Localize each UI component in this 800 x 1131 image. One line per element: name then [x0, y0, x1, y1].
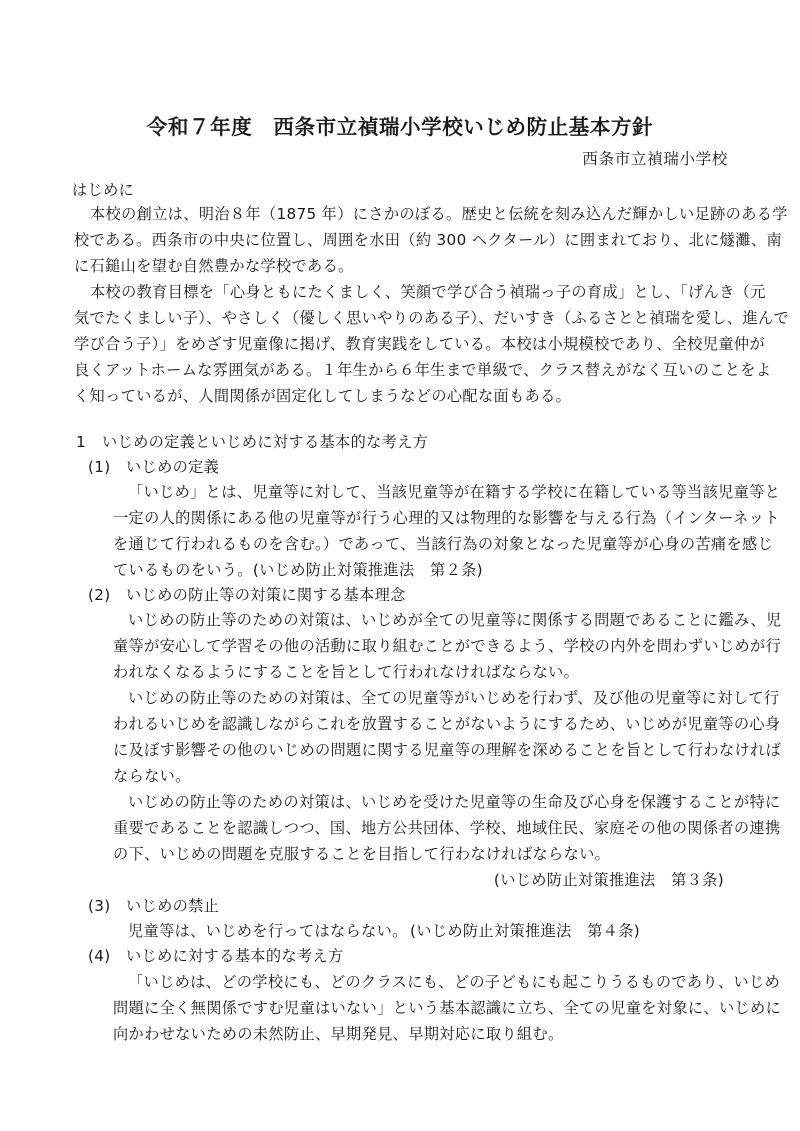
- basic-view-line-2: 問題に全く無関係ですむ児童はいない」という基本認識に立ち、全ての児童を対象に、いじめに: [113, 999, 782, 1017]
- subsection-3-title: いじめの禁止: [126, 897, 220, 915]
- subsection-2-heading: [88, 585, 406, 605]
- principle-p3-line-2: 重要であることを認識しつつ、国、地方公共団体、学校、地域住民、家庭その他の関係者の連携: [113, 819, 781, 837]
- section-1-title: いじめの定義といじめに対する基本的な考え方: [102, 433, 429, 451]
- principle-p3-line-1: いじめの防止等のための対策は、いじめを受けた児童等の生命及び心身を保護することが特に: [128, 793, 781, 811]
- basic-view-line-3: 向かわせないための未然防止、早期発見、早期対応に取り組む。: [113, 1025, 564, 1043]
- principle-p2-line-2: われるいじめを認識しながらこれを放置することがないようにするため、いじめが児童等の心身: [113, 715, 781, 733]
- intro-p2-line-1: 本校の教育目標を「心身ともにたくましく、笑顔で学び合う禎瑞っ子の育成」とし、「げんき（元: [90, 283, 766, 301]
- principle-p2-line-4: ならない。: [113, 767, 191, 785]
- principle-p2-line-3: に及ぼす影響その他のいじめの問題に関する児童等の理解を深めることを旨として行わなければ: [113, 741, 782, 759]
- intro-p2-line-5: く知っているが、人間関係が固定化してしまうなどの心配な面もある。: [74, 387, 572, 405]
- subsection-1-number: (1): [88, 458, 111, 476]
- section-1-number: 1: [76, 433, 87, 451]
- intro-heading: はじめに: [72, 181, 135, 199]
- subsection-4-heading: [88, 946, 344, 966]
- principle-p1-line-3: われなくなるようにすることを旨として行われなければならない。: [113, 663, 580, 681]
- school-name: 西条市立禎瑞小学校: [582, 150, 728, 168]
- subsection-4-number: (4): [88, 947, 111, 965]
- subsection-1-title: いじめの定義: [126, 458, 220, 476]
- subsection-2-number: (2): [88, 586, 111, 604]
- subsection-3-heading: [88, 896, 219, 916]
- subsection-2-title: いじめの防止等の対策に関する基本理念: [126, 586, 406, 604]
- principle-p3-line-3: の下、いじめの問題を克服することを目指して行わなければならない。: [113, 845, 611, 863]
- definition-line-3: を通じて行われるものを含む。）であって、当該行為の対象となった児童等が心身の苦痛を感じ: [113, 535, 774, 553]
- prohibition-citation: (いじめ防止対策推進法 第４条): [410, 922, 641, 940]
- definition-line-2: 一定の人的関係にある他の児童等が行う心理的又は物理的な影響を与える行為（インターネット: [113, 509, 780, 527]
- basic-view-line-1: 「いじめは、どの学校にも、どのクラスにも、どの子どもにも起こりうるものであり、いじめ: [128, 973, 781, 991]
- intro-p1-line-1: 本校の創立は、明治８年（1875 年）にさかのぼる。歴史と伝統を刻み込んだ輝かしい足跡のある学: [90, 205, 788, 223]
- intro-p2-line-3: 学び合う子）」をめざす児童像に掲げ、教育実践をしている。本校は小規模校であり、全校児童仲が: [74, 335, 765, 353]
- prohibition-text: 児童等は、いじめを行ってはならない。: [128, 922, 408, 940]
- intro-p2-line-4: 良くアットホームな雰囲気がある。１年生から６年生まで単級で、クラス替えがなく互いのことをよ: [74, 361, 772, 379]
- section-1-heading: [76, 432, 428, 452]
- intro-p2-line-2: 気でたくましい子）、やさしく（優しく思いやりのある子）、だいすき（ふるさとと禎瑞を愛し、進んで: [74, 309, 790, 327]
- subsection-4-title: いじめに対する基本的な考え方: [126, 947, 344, 965]
- principle-p2-line-1: いじめの防止等のための対策は、全ての児童等がいじめを行わず、及び他の児童等に対して行: [128, 689, 780, 707]
- principle-p1-line-2: 童等が安心して学習その他の活動に取り組むことができるよう、学校の内外を問わずいじめが行: [113, 637, 782, 655]
- definition-line-1: 「いじめ」とは、児童等に対して、当該児童等が在籍する学校に在籍している等当該児童等と: [128, 483, 781, 501]
- intro-p1-line-2: 校である。西条市の中央に位置し、周囲を水田（約 300 ヘクタール）に囲まれており、北に燧灘、南: [74, 231, 782, 249]
- principle-citation: (いじめ防止対策推進法 第３条): [493, 871, 724, 889]
- intro-p1-line-3: に石鎚山を望む自然豊かな学校である。: [74, 257, 354, 275]
- subsection-1-heading: [88, 457, 219, 477]
- definition-line-4: ているものをいう。(いじめ防止対策推進法 第２条): [113, 561, 483, 579]
- document-title: 令和７年度 西条市立禎瑞小学校いじめ防止基本方針: [146, 115, 654, 139]
- principle-p1-line-1: いじめの防止等のための対策は、いじめが全ての児童等に関係する問題であることに鑑み、児: [128, 611, 782, 629]
- subsection-3-number: (3): [88, 897, 111, 915]
